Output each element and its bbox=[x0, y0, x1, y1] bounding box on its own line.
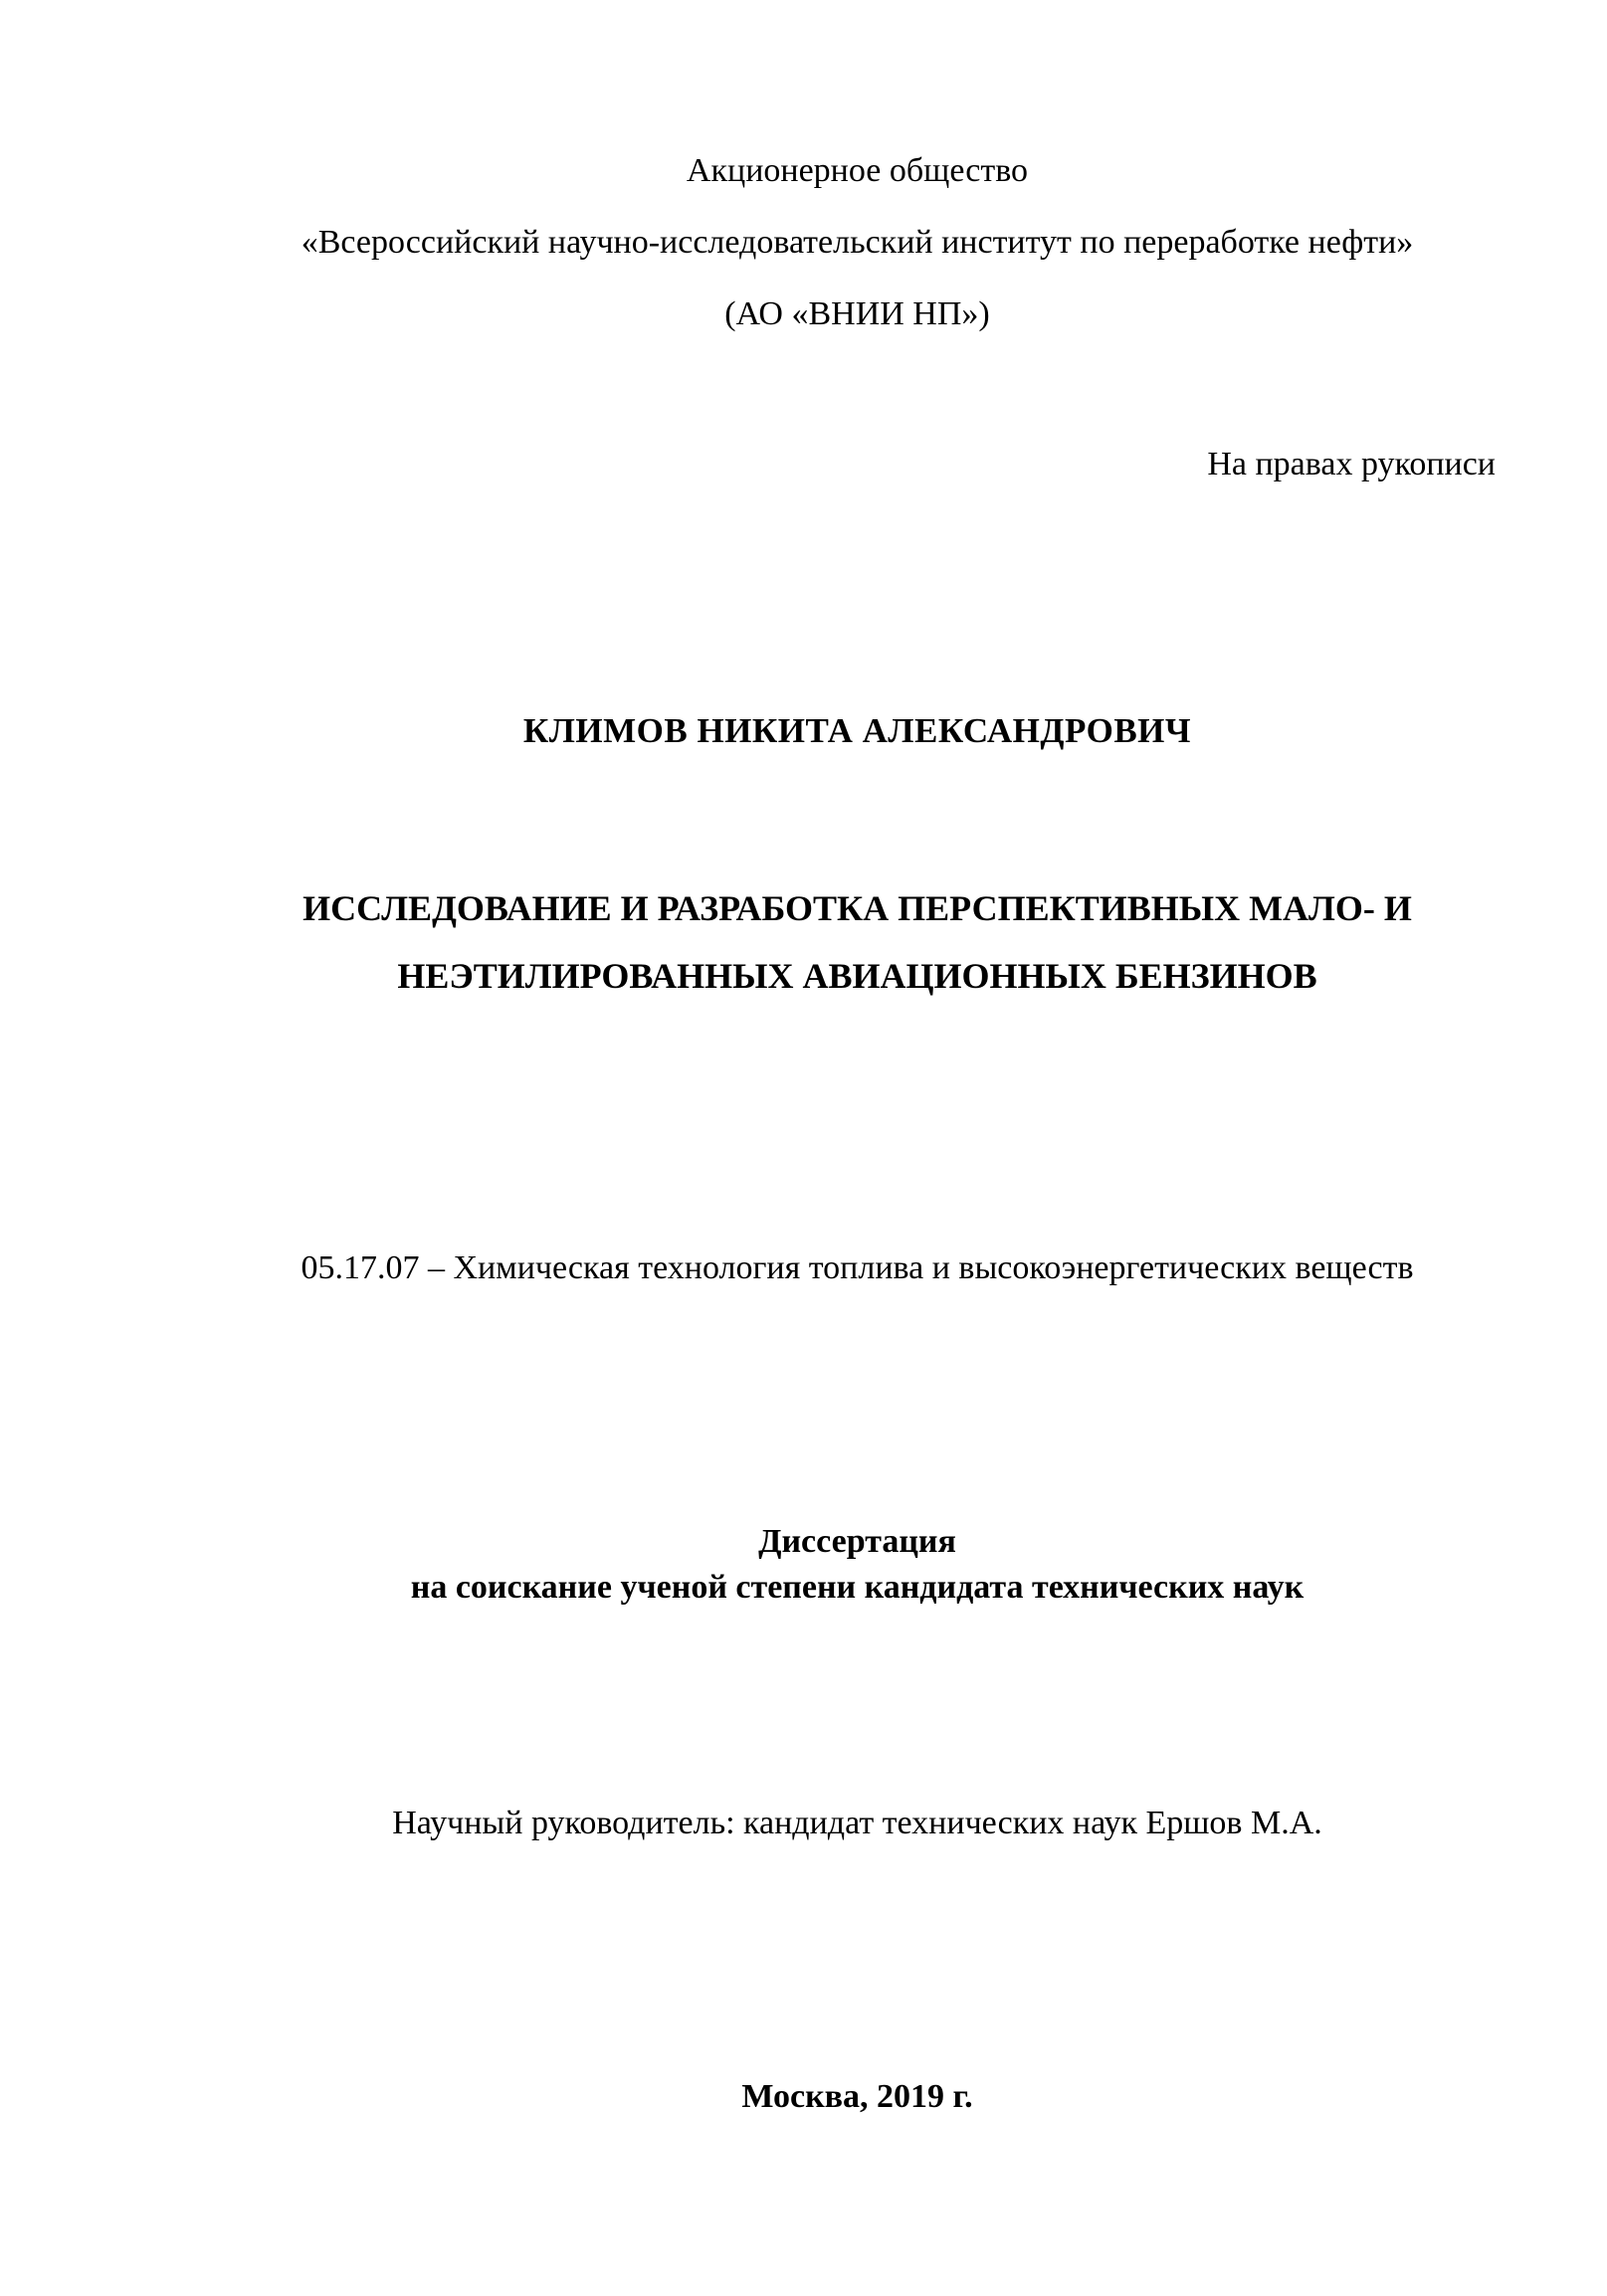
organization-name: «Всероссийский научно-исследовательский институт по переработке нефти» bbox=[301, 224, 1414, 261]
place-and-year: Москва, 2019 г. bbox=[741, 2078, 973, 2115]
organization-abbreviation: (АО «ВНИИ НП») bbox=[724, 295, 990, 332]
supervisor-line: Научный руководитель: кандидат технических наук Ершов М.А. bbox=[392, 1805, 1322, 1841]
dissertation-title-line-2: НЕЭТИЛИРОВАННЫХ АВИАЦИОННЫХ БЕНЗИНОВ bbox=[397, 956, 1317, 996]
manuscript-rights-note: На правах рукописи bbox=[1207, 446, 1496, 482]
specialty-code-and-name: 05.17.07 – Химическая технология топлива и высокоэнергетических веществ bbox=[301, 1249, 1414, 1286]
organization-type: Акционерное общество bbox=[686, 152, 1029, 189]
dissertation-title-line-1: ИССЛЕДОВАНИЕ И РАЗРАБОТКА ПЕРСПЕКТИВНЫХ МАЛО- И bbox=[302, 888, 1412, 928]
author-name: КЛИМОВ НИКИТА АЛЕКСАНДРОВИЧ bbox=[522, 711, 1192, 750]
thesis-degree-line: на соискание ученой степени кандидата технических наук bbox=[410, 1569, 1305, 1606]
thesis-type-heading: Диссертация bbox=[758, 1523, 956, 1560]
